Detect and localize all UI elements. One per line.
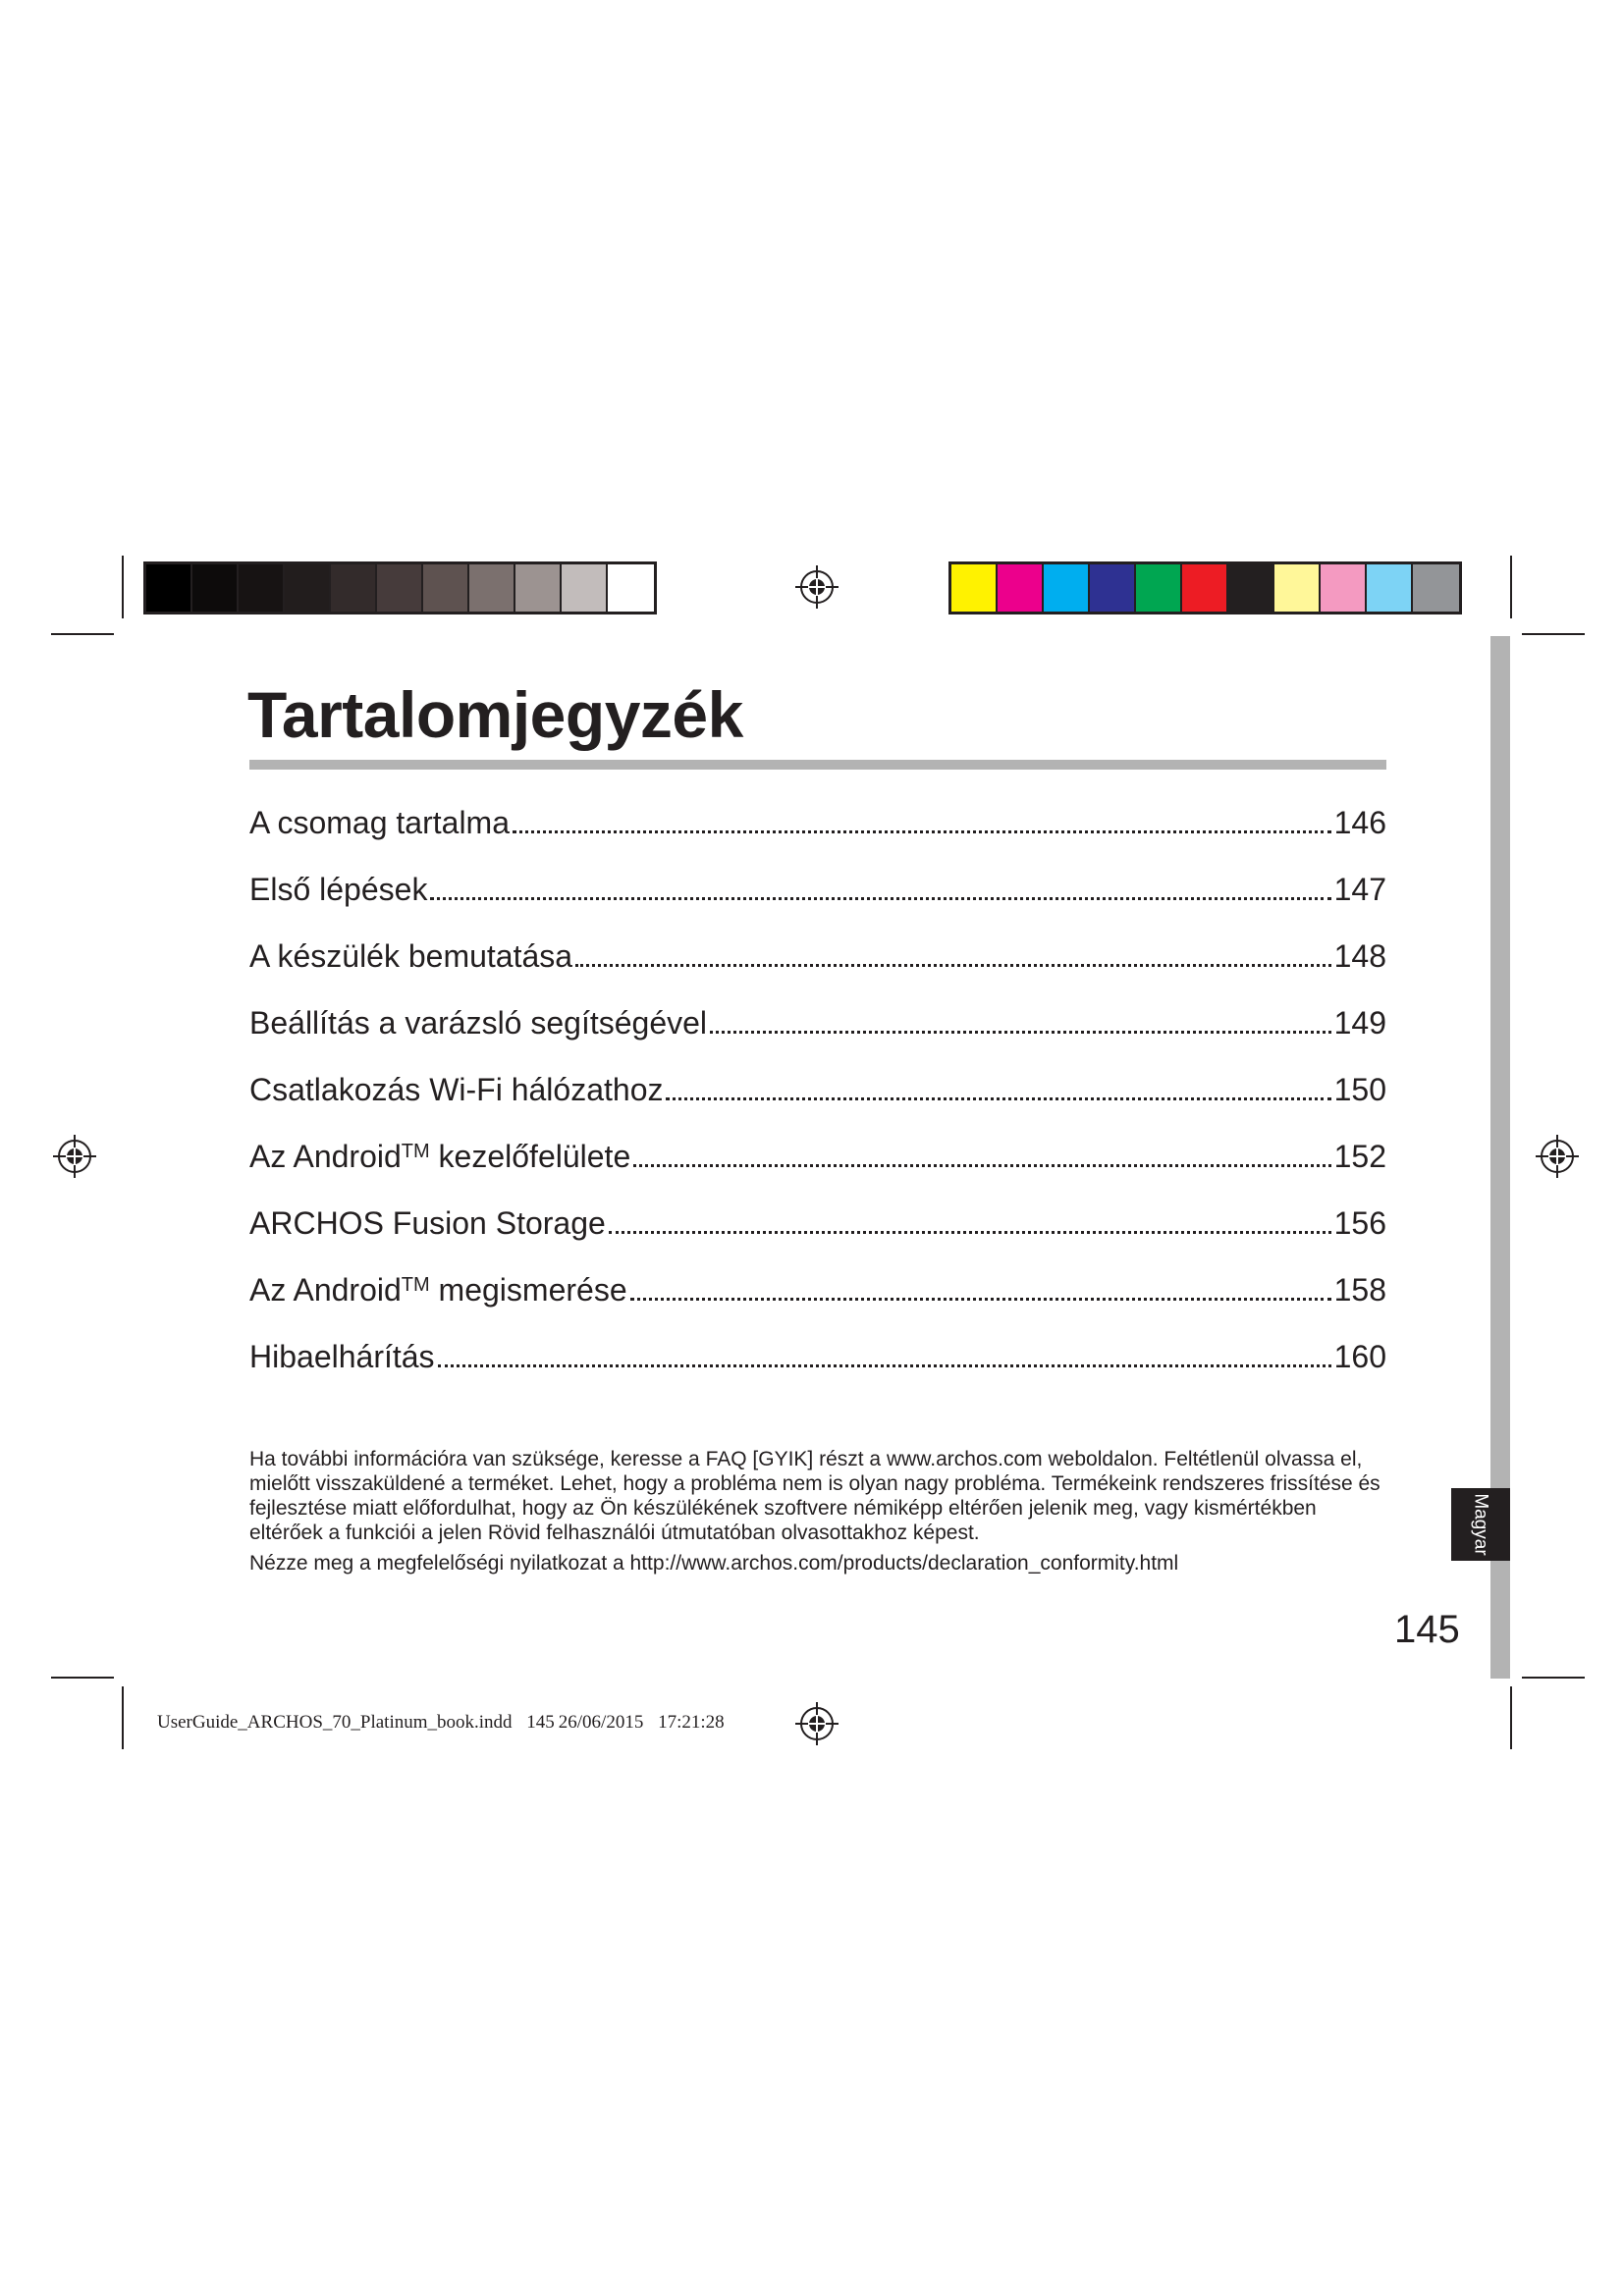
toc-entry-page: 156 <box>1333 1205 1386 1241</box>
page-title: Tartalomjegyzék <box>247 678 743 751</box>
toc-entry-title: Az Android™ kezelőfelülete <box>249 1139 631 1174</box>
color-swatch <box>1044 564 1090 612</box>
toc-entry[interactable] <box>249 1042 1386 1109</box>
slug-page: 145 <box>526 1712 555 1733</box>
crop-mark-bottom-left <box>122 1686 124 1749</box>
crop-mark-left-bottom <box>51 1677 114 1679</box>
toc-leader-dots <box>633 1164 1330 1167</box>
language-tab <box>1451 1488 1510 1561</box>
toc-leader-dots <box>710 1031 1331 1034</box>
toc-entry-title: A csomag tartalma <box>249 805 510 840</box>
registration-target-icon <box>53 1135 96 1178</box>
gray-swatch <box>239 564 285 612</box>
toc-entry-title: A készülék bemutatása <box>249 938 573 974</box>
toc-entry[interactable] <box>249 1243 1386 1309</box>
toc-entry-page: 149 <box>1333 1005 1386 1041</box>
color-swatch <box>1228 564 1274 612</box>
trademark-mark: TM <box>401 1141 430 1162</box>
conformity-paragraph: Nézze meg a megfelelőségi nyilatkozat a http://www.archos.com/products/declaration_conformity.html <box>249 1552 1179 1575</box>
toc-entry[interactable] <box>249 775 1386 842</box>
color-swatch-strip <box>948 561 1462 614</box>
toc-entry-title: Beállítás a varázsló segítségével <box>249 1005 708 1041</box>
toc-entry-page: 152 <box>1333 1139 1386 1174</box>
registration-target-icon <box>1536 1135 1579 1178</box>
toc-entry-page: 147 <box>1333 872 1386 907</box>
toc-entry[interactable] <box>249 1176 1386 1243</box>
toc-leader-dots <box>666 1097 1330 1100</box>
crop-mark-right-bottom <box>1522 1677 1585 1679</box>
registration-target-icon <box>795 565 839 609</box>
toc-leader-dots <box>513 830 1331 833</box>
color-swatch <box>1367 564 1413 612</box>
slug-filename: UserGuide_ARCHOS_70_Platinum_book.indd <box>157 1712 513 1733</box>
crop-mark-right-top <box>1522 633 1585 635</box>
gray-swatch <box>331 564 377 612</box>
toc-entry-page: 158 <box>1333 1272 1386 1308</box>
gray-swatch <box>469 564 515 612</box>
title-underline <box>249 760 1386 770</box>
gray-swatch-strip <box>143 561 657 614</box>
toc-leader-dots <box>575 964 1331 967</box>
registration-target-icon <box>795 1702 839 1745</box>
color-swatch <box>1321 564 1367 612</box>
toc-entry[interactable] <box>249 1309 1386 1376</box>
toc-leader-dots <box>438 1364 1331 1367</box>
color-swatch <box>1413 564 1459 612</box>
slug-date: 26/06/2015 <box>558 1712 644 1733</box>
printer-slug <box>157 1712 725 1734</box>
color-swatch <box>1182 564 1228 612</box>
gray-swatch <box>423 564 469 612</box>
toc-entry[interactable] <box>249 1109 1386 1176</box>
trademark-mark: TM <box>401 1274 430 1296</box>
gray-swatch <box>608 564 654 612</box>
color-swatch <box>951 564 998 612</box>
color-swatch <box>1090 564 1136 612</box>
gray-swatch <box>377 564 423 612</box>
gray-swatch <box>192 564 239 612</box>
gray-swatch <box>562 564 608 612</box>
table-of-contents <box>249 775 1386 1376</box>
crop-mark-left-top <box>51 633 114 635</box>
toc-entry-title: Hibaelhárítás <box>249 1339 435 1374</box>
gray-swatch <box>146 564 192 612</box>
toc-entry-page: 150 <box>1333 1072 1386 1107</box>
toc-leader-dots <box>609 1231 1331 1234</box>
toc-entry-page: 146 <box>1333 805 1386 840</box>
crop-mark-bottom-right <box>1510 1686 1512 1749</box>
info-paragraph: Ha további információra van szüksége, keresse a FAQ [GYIK] részt a www.archos.com weboldalon. Feltétlenül olvassa el, mielőtt visszaküldené a terméket. Lehet, hogy a probléma nem is olyan nagy probléma. Termékeink rendszeres frissítése és fejlesztése miatt előfordulhat, hogy az Ön készülékének szoftvere némiképp eltérően jelenik meg, vagy kismértékben eltérőek a funkciói a jelen Rövid felhasználói útmutatóban olvasottakhoz képest. <box>249 1448 1380 1544</box>
toc-entry[interactable] <box>249 976 1386 1042</box>
toc-leader-dots <box>630 1298 1331 1301</box>
crop-mark-top-right <box>1510 556 1512 618</box>
toc-entry-title: Csatlakozás Wi-Fi hálózathoz <box>249 1072 664 1107</box>
slug-time: 17:21:28 <box>658 1712 725 1733</box>
toc-entry-page: 148 <box>1333 938 1386 974</box>
toc-entry-title: Az Android™ megismerése <box>249 1272 627 1308</box>
color-swatch <box>998 564 1044 612</box>
toc-entry[interactable] <box>249 909 1386 976</box>
toc-leader-dots <box>430 897 1330 900</box>
toc-entry-page: 160 <box>1333 1339 1386 1374</box>
toc-entry-title: ARCHOS Fusion Storage <box>249 1205 606 1241</box>
gray-swatch <box>285 564 331 612</box>
color-swatch <box>1274 564 1321 612</box>
crop-mark-top-left <box>122 556 124 618</box>
info-notes <box>249 1447 1388 1575</box>
language-tab-label: Magyar <box>1471 1493 1492 1556</box>
gray-swatch <box>515 564 562 612</box>
page-number: 145 <box>1394 1608 1460 1651</box>
color-swatch <box>1136 564 1182 612</box>
toc-entry[interactable] <box>249 842 1386 909</box>
toc-entry-title: Első lépések <box>249 872 428 907</box>
